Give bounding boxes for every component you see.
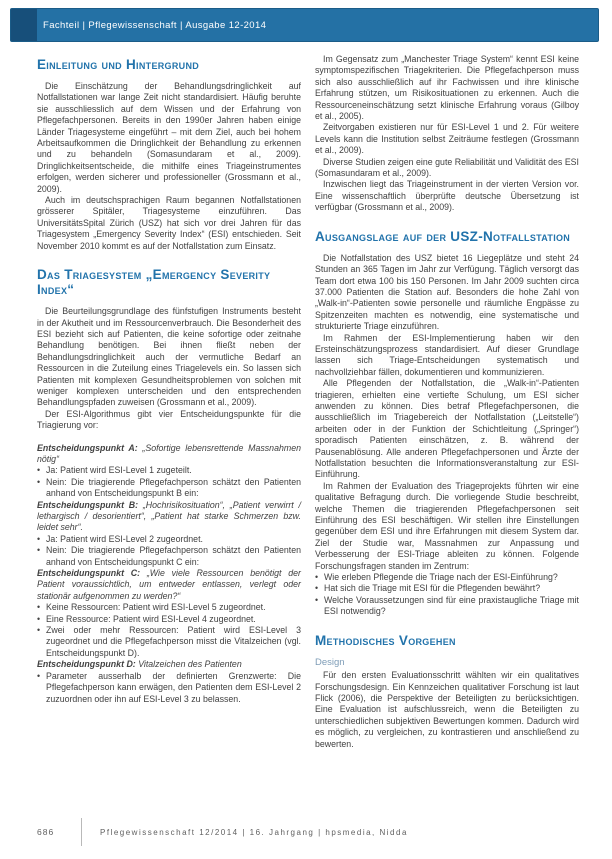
header-accent-stripe: [11, 9, 37, 41]
decision-point-quote: „Sofortige lebensrettende Massnahmen nötig“: [37, 442, 301, 464]
bullet-item: • Nein: Die triagierende Pflegefachperson schätzt den Patienten anhand von Entscheidungspunkt C ein:: [37, 545, 301, 568]
decision-point-label: Entscheidungspunkt C:: [37, 568, 141, 579]
bullet-item: • Parameter ausserhalb der definierten Grenzwerte: Die Pflegefachperson kann erwägen, den Patienten dem ESI-Level 2 zuzuordnen oder ihn auf ESI-Level 3 zu belassen.: [37, 671, 301, 705]
right-column: [315, 54, 579, 811]
paragraph: Inzwischen liegt das Triageinstrument in der vierten Version vor. Eine wissenschaftlich überprüfte deutsche Übersetzung ist verfügbar (Grossmann et al., 2009).: [315, 179, 579, 213]
decision-point-d: [37, 659, 301, 670]
bullet-item: • Keine Ressourcen: Patient wird ESI-Level 5 zugeordnet.: [37, 602, 301, 613]
left-column: [37, 54, 301, 811]
decision-point-quote: „Wie viele Ressourcen benötigt der Patient voraussichtlich, um entweder entlassen, verlegt oder stationär aufgenommen zu werden?“: [37, 568, 301, 601]
decision-point-b-bullets: [37, 534, 301, 568]
paragraph: Diverse Studien zeigen eine gute Reliabilität und Validität des ESI (Somasundaram et al., 2009).: [315, 156, 579, 179]
bullet-item: • Eine Ressource: Patient wird ESI-Level 4 zugeordnet.: [37, 614, 301, 625]
paragraph: Im Rahmen der ESI-Implementierung haben wir den Ersteinschätzungsprozess standardisiert. Auf dieser Grundlage lassen sich Triage-Entscheidungen systematisch und nachvollziehbar fällen, dokumentieren und kommunizieren.: [315, 332, 579, 377]
bullet-item: • Wie erleben Pflegende die Triage nach der ESI-Einführung?: [315, 572, 579, 583]
section-heading-triagesystem: Das Triagesystem „Emergency Severity Index“: [37, 267, 271, 298]
decision-point-label: Entscheidungspunkt A:: [37, 442, 138, 453]
decision-point-label: Entscheidungspunkt D:: [37, 659, 136, 670]
decision-point-label: Entscheidungspunkt B:: [37, 499, 139, 510]
footer-divider: [81, 818, 82, 846]
journal-info: Pflegewissenschaft 12/2014 | 16. Jahrgang | hpsmedia, Nidda: [100, 827, 408, 837]
paragraph: Auch im deutschsprachigen Raum begannen Notfallstationen grösserer Spitäler, Triagesysteme einzuführen. Das UniversitätsSpital Zürich (USZ) hat sich vor drei Jahren für das Triagesystem „Emergency Severity Index“ (ESI) entschieden. Seit November 2010 kommt es auf der Notfallstation zum Einsatz.: [37, 195, 301, 251]
bullet-item: • Hat sich die Triage mit ESI für die Pflegenden bewährt?: [315, 583, 579, 594]
paragraph: Die Beurteilungsgrundlage des fünfstufigen Instruments besteht in der Akutheit und im Ressourcenverbrauch. Die Besonderheit des ESI bezieht sich auf Patienten, die keine sofortige oder zeitnahe Behandlung benötigen. Bei ihnen fließt neben der Behandlungsdringlichkeit auch der vermutliche Bedarf an Ressourcen in die Zuteilung eines Triagelevels ein. So lassen sich Patienten mit komplexen Gesundheitsproblemen von solchen mit weniger komplexen unterscheiden und den entsprechenden Behandlungspfaden zuweisen (Grossmann et al., 2009).: [37, 306, 301, 408]
decision-point-d-bullets: [37, 671, 301, 705]
decision-point-quote: „Hochrisikosituation“, „Patient verwirrt / lethargisch / desorientiert“, „Patient hat starke Schmerzen bzw. leidet sehr“.: [37, 499, 301, 533]
research-questions: [315, 572, 579, 618]
paragraph: Im Gegensatz zum „Manchester Triage System“ kennt ESI keine symptomspezifischen Triagekriterien. Die Pflegefachperson muss sich also ausschließlich auf ihr Fachwissen und ihre klinische Erfahrung stützen, um Risikosituationen zu erkennen. Auch die Ressourceneinschätzung setzt klinische Erfahrung voraus (Gilboy et al., 2005).: [315, 54, 579, 122]
decision-point-c-bullets: [37, 602, 301, 659]
bullet-item: • Zwei oder mehr Ressourcen: Patient wird ESI-Level 3 zugeordnet und die Pflegefachperson misst die Vitalzeichen (vgl. Entscheidungspunkt D).: [37, 625, 301, 659]
section-heading-ausgangslage: Ausgangslage auf der USZ-Notfallstation: [315, 228, 571, 244]
decision-point-c: [37, 568, 301, 602]
paragraph: Alle Pflegenden der Notfallstation, die „Walk-in“-Patienten triagieren, erhielten eine vertiefte Schulung, um ESI sicher anwenden zu können. Dies betraf Pflegefachpersonen, die ausschließlich im Triagebereich der Notfallstation („Leitstelle“) arbeiten oder in der Funktion der Schichtleitung („Springer“) sporadisch Patienten einschätzen, z. B. während der Pausenablösung. Alle anderen Pflegefachpersonen und Ärzte der Notfallstation besuchten die Informationsveranstaltung zur ESI-Einführung.: [315, 378, 579, 480]
paragraph: Die Einschätzung der Behandlungsdringlichkeit auf Notfallstationen war lange Zeit nicht standardisiert. Häufig beruhte sie ausschliesslich auf dem Wissen und der Erfahrung von Pflegefachpersonen. Bereits in den 1990er Jahren haben einige Länder Triagesysteme eingeführt – mit dem Ziel, auch bei hohem Arbeitsaufkommen die Dringlichkeit der Behandlung zu erkennen und zu behandeln (Somasundaram et al., 2009). Dringlichkeitsentscheide, die mithilfe eines Triageinstrumentes erfolgen, werden sicherer und professioneller (Grossmann et al., 2009).: [37, 81, 301, 194]
bullet-item: • Ja: Patient wird ESI-Level 2 zugeordnet.: [37, 534, 301, 545]
paragraph: Für den ersten Evaluationsschritt wählten wir ein qualitatives Forschungsdesign. Ein Kennzeichen qualitativer Forschung ist laut Flick (2006), die Perspektive der Beteiligten zu berücksichtigen. Eine Evaluation ist aufschlussreich, wenn die Beteiligten zu unterschiedlichen subjektiven Bewertungen kommen. Dadurch wird es möglich, zu vergleichen, zu kontrastieren und anschließend zu bewerten.: [315, 670, 579, 749]
paragraph: Zeitvorgaben existieren nur für ESI-Level 1 und 2. Für weitere Levels kann die Institution selbst Zeiträume festlegen (Grossmann et al., 2009).: [315, 122, 579, 156]
decision-point-a-bullets: [37, 465, 301, 499]
section-heading-methodisches-vorgehen: Methodisches Vorgehen: [315, 632, 456, 648]
subsection-heading-design: Design: [315, 656, 345, 668]
paragraph: Der ESI-Algorithmus gibt vier Entscheidungspunkte für die Triagierung vor:: [37, 408, 301, 431]
decision-point-a: [37, 443, 301, 466]
bullet-item: • Welche Voraussetzungen sind für eine praxistaugliche Triage mit ESI notwendig?: [315, 595, 579, 618]
section-heading-einleitung: Einleitung und Hintergrund: [37, 57, 200, 72]
article-body: [37, 54, 579, 811]
decision-point-quote: Vitalzeichen des Patienten: [138, 659, 242, 670]
paragraph: Im Rahmen der Evaluation des Triageprojekts führten wir eine qualitative Befragung durch. Die vorliegende Studie beschreibt, welche Themen die triagierenden Pflegefachpersonen seit Einführung des ESI beschäftigen. Wir stellen ihre Einstellungen gegenüber dem ESI und ihre Erfahrungen mit diesem System dar. Ziel der Studie war, Massnahmen zur Anpassung und Verbesserung der ESI-Triage ableiten zu können. Folgende Forschungsfragen standen im Zentrum:: [315, 480, 579, 571]
header-bar: [10, 8, 599, 42]
page-number: 686: [37, 827, 55, 837]
bullet-item: • Ja: Patient wird ESI-Level 1 zugeteilt.: [37, 465, 301, 476]
decision-point-b: [37, 500, 301, 534]
footer: [37, 818, 579, 846]
header-text: Fachteil | Pflegewissenschaft | Ausgabe 12-2014: [43, 19, 267, 31]
paragraph: Die Notfallstation des USZ bietet 16 Liegeplätze und steht 24 Stunden an 365 Tagen im Jahr zur Verfügung. Täglich versorgt das Team dort etwa 100 bis 150 Personen. Im Jahr 2009 suchten circa 37.000 Patienten die Station auf. Besonders die hohe Zahl von „Walk-in“-Patienten sowie personelle und räumliche Engpässe zu Spitzenzeiten machten es notwendig, eine systematische und strukturierte Triage einzuführen.: [315, 252, 579, 332]
bullet-item: • Nein: Die triagierende Pflegefachperson schätzt den Patienten anhand von Entscheidungspunkt B ein:: [37, 477, 301, 500]
